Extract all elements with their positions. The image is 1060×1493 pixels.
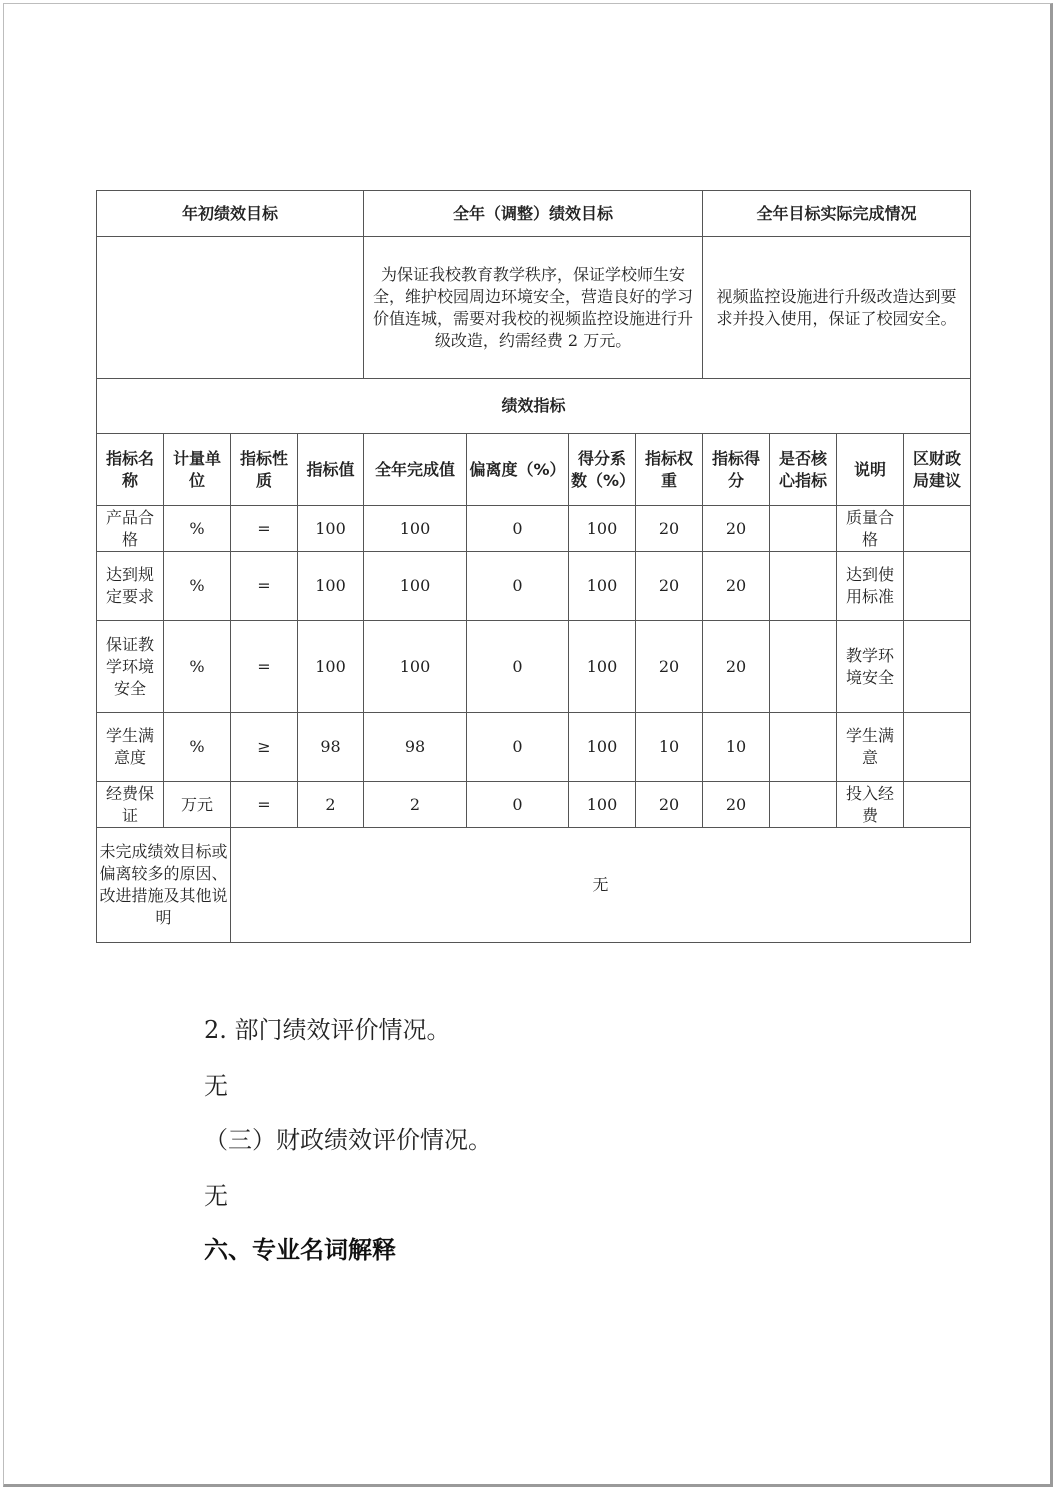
actual-completion-text: 视频监控设施进行升级改造达到要求并投入使用，保证了校园安全。 xyxy=(703,237,971,379)
section2-title: 2. 部门绩效评价情况。 xyxy=(204,1016,451,1044)
indicator-unit: % xyxy=(164,713,231,782)
indicator-unit: 万元 xyxy=(164,782,231,828)
indicator-advice xyxy=(904,621,971,713)
column-header: 指标名称 xyxy=(97,434,164,506)
indicator-name: 保证教学环境安全 xyxy=(97,621,164,713)
indicator-deviation: 0 xyxy=(467,552,569,621)
indicator-actual: 100 xyxy=(364,506,467,552)
column-header: 区财政局建议 xyxy=(904,434,971,506)
indicator-deviation: 0 xyxy=(467,713,569,782)
indicator-deviation: 0 xyxy=(467,782,569,828)
indicator-coef: 100 xyxy=(569,621,636,713)
table-row xyxy=(97,782,971,828)
indicator-weight: 20 xyxy=(636,506,703,552)
indicator-score: 20 xyxy=(703,552,770,621)
indicator-nature: = xyxy=(231,506,298,552)
column-header: 计量单位 xyxy=(164,434,231,506)
indicator-score: 10 xyxy=(703,713,770,782)
indicator-actual: 100 xyxy=(364,552,467,621)
indicator-actual: 2 xyxy=(364,782,467,828)
indicator-actual: 100 xyxy=(364,621,467,713)
column-header: 指标权重 xyxy=(636,434,703,506)
indicator-coef: 100 xyxy=(569,506,636,552)
indicator-advice xyxy=(904,713,971,782)
indicator-unit: % xyxy=(164,621,231,713)
section3-title: （三）财政绩效评价情况。 xyxy=(204,1126,492,1154)
indicator-name: 学生满意度 xyxy=(97,713,164,782)
indicator-nature: = xyxy=(231,552,298,621)
header-initial-goal: 年初绩效目标 xyxy=(97,191,364,237)
indicator-advice xyxy=(904,782,971,828)
header-adjusted-goal: 全年（调整）绩效目标 xyxy=(364,191,703,237)
indicator-score: 20 xyxy=(703,506,770,552)
indicator-note: 达到使用标准 xyxy=(837,552,904,621)
indicator-core xyxy=(770,552,837,621)
indicator-weight: 20 xyxy=(636,621,703,713)
indicator-actual: 98 xyxy=(364,713,467,782)
column-header: 指标值 xyxy=(298,434,364,506)
indicator-note: 质量合格 xyxy=(837,506,904,552)
indicator-note: 教学环境安全 xyxy=(837,621,904,713)
column-header: 得分系数（%） xyxy=(569,434,636,506)
indicator-target: 100 xyxy=(298,506,364,552)
initial-goal-text xyxy=(97,237,364,379)
section6-title: 六、专业名词解释 xyxy=(204,1236,396,1264)
indicator-nature: ≥ xyxy=(231,713,298,782)
indicators-section-title: 绩效指标 xyxy=(97,379,971,434)
indicator-advice xyxy=(904,506,971,552)
indicator-core xyxy=(770,621,837,713)
indicator-coef: 100 xyxy=(569,782,636,828)
indicator-score: 20 xyxy=(703,621,770,713)
indicator-target: 100 xyxy=(298,552,364,621)
column-header: 偏离度（%） xyxy=(467,434,569,506)
indicator-core xyxy=(770,782,837,828)
column-header: 是否核心指标 xyxy=(770,434,837,506)
indicator-weight: 20 xyxy=(636,782,703,828)
indicator-core xyxy=(770,506,837,552)
indicator-target: 100 xyxy=(298,621,364,713)
column-header: 指标得分 xyxy=(703,434,770,506)
indicator-deviation: 0 xyxy=(467,621,569,713)
indicator-note: 投入经费 xyxy=(837,782,904,828)
footer-row xyxy=(97,828,971,943)
indicator-deviation: 0 xyxy=(467,506,569,552)
section2-text: 无 xyxy=(204,1072,228,1100)
indicator-name: 经费保证 xyxy=(97,782,164,828)
indicator-note: 学生满意 xyxy=(837,713,904,782)
indicator-unit: % xyxy=(164,506,231,552)
indicator-target: 2 xyxy=(298,782,364,828)
indicator-weight: 10 xyxy=(636,713,703,782)
indicator-score: 20 xyxy=(703,782,770,828)
column-header: 全年完成值 xyxy=(364,434,467,506)
table-row xyxy=(97,506,971,552)
performance-table xyxy=(96,190,971,943)
table-row xyxy=(97,552,971,621)
header-actual-completion: 全年目标实际完成情况 xyxy=(703,191,971,237)
footer-value: 无 xyxy=(231,828,971,943)
indicator-unit: % xyxy=(164,552,231,621)
indicator-header-row xyxy=(97,434,971,506)
table-row xyxy=(97,713,971,782)
indicator-coef: 100 xyxy=(569,552,636,621)
indicator-core xyxy=(770,713,837,782)
indicator-name: 达到规定要求 xyxy=(97,552,164,621)
adjusted-goal-text: 为保证我校教育教学秩序，保证学校师生安全，维护校园周边环境安全，营造良好的学习价值连城，需要对我校的视频监控设施进行升级改造，约需经费 2 万元。 xyxy=(364,237,703,379)
indicator-nature: = xyxy=(231,782,298,828)
footer-label: 未完成绩效目标或偏离较多的原因、改进措施及其他说明 xyxy=(97,828,231,943)
indicator-nature: = xyxy=(231,621,298,713)
indicator-coef: 100 xyxy=(569,713,636,782)
indicator-advice xyxy=(904,552,971,621)
indicator-name: 产品合格 xyxy=(97,506,164,552)
table-row xyxy=(97,621,971,713)
section3-text: 无 xyxy=(204,1182,228,1210)
indicator-weight: 20 xyxy=(636,552,703,621)
column-header: 指标性质 xyxy=(231,434,298,506)
indicator-target: 98 xyxy=(298,713,364,782)
column-header: 说明 xyxy=(837,434,904,506)
